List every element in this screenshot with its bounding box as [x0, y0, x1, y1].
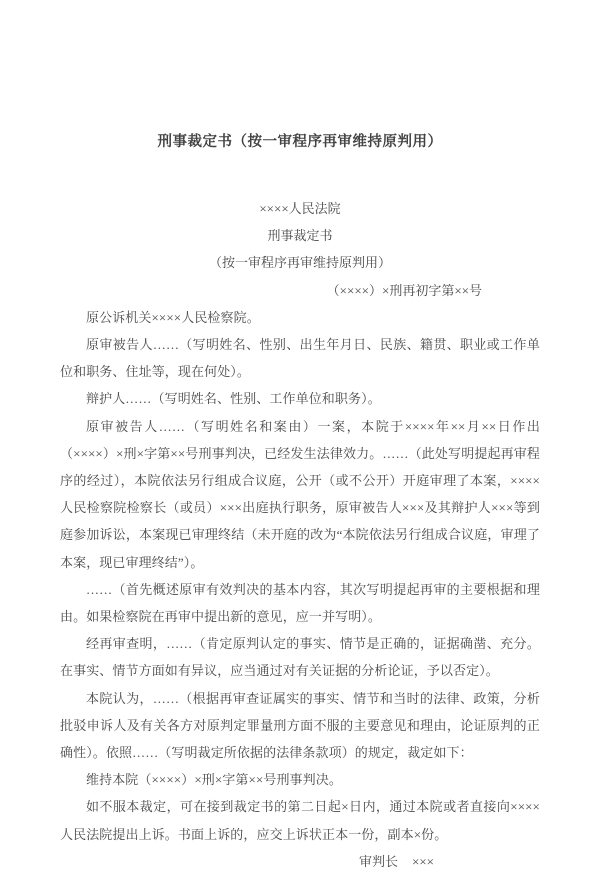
document-heading [60, 195, 540, 304]
paragraph-retrial-basis: ……（首先概述原审有效判决的基本内容，其次写明提起再审的主要根据和理由。如果检察院在再审中提出新的意见，应一并写明）。 [60, 581, 540, 625]
document-body [60, 304, 540, 848]
signature-role: 审判长 [358, 853, 398, 869]
paragraph-case-procedure: 原审被告人……（写明姓名和案由）一案，本院于××××年××月××日作出（××××）×刑×字第××号刑事判决，已经发生法律效力。……（此处写明提起再审程序的经过），本院依法另行组成合议庭，公开（或不公开）开庭审理了本案，××××人民检察院检察长（或员）×××出庭执行职务，原审被告人×××及其辩护人×××等到庭参加诉讼，本案现已审理终结（未开庭的改为“本院依法另行组成合议庭，审理了本案，现已审理终结”）。 [60, 418, 540, 570]
doc-subtitle-line: （按一审程序再审维持原判用） [208, 255, 391, 271]
paragraph-ruling-uphold: 维持本院（××××）×刑×字第××号刑事判决。 [86, 772, 342, 788]
paragraph-court-opinion: 本院认为，……（根据再审查证属实的事实、情节和当时的法律、政策，分析批驳申诉人及有关各方对原判定罪量刑方面不服的主要意见和理由，论证原判的正确性）。依照……（写明裁定所依据的法律条款项）的规定，裁定如下： [60, 690, 540, 761]
signature-line [60, 848, 540, 875]
document-title: 刑事裁定书（按一审程序再审维持原判用） [157, 134, 443, 150]
paragraph-prosecution-organ: 原公诉机关××××人民检察院。 [86, 309, 260, 325]
paragraph-retrial-findings: 经再审查明，……（肯定原判认定的事实、情节是正确的，证据确凿、充分。在事实、情节方面如有异议，应当通过对有关证据的分析论证，予以否定）。 [60, 636, 540, 679]
paragraph-appeal-rights: 如不服本裁定，可在接到裁定书的第二日起×日内，通过本院或者直接向××××人民法院提出上诉。书面上诉的，应交上诉状正本一份，副本×份。 [60, 799, 540, 842]
doc-type-line: 刑事裁定书 [267, 228, 333, 244]
case-number: （××××）×刑再初字第××号 [326, 282, 482, 298]
paragraph-defender-info: 辩护人……（写明姓名、性别、工作单位和职务）。 [86, 391, 381, 407]
signature-name: ××× [412, 853, 434, 869]
paragraph-original-defendant-info: 原审被告人……（写明姓名、性别、出生年月日、民族、籍贯、职业或工作单位和职务、住址等，现在何处）。 [60, 337, 540, 380]
court-name: ××××人民法院 [259, 201, 341, 216]
